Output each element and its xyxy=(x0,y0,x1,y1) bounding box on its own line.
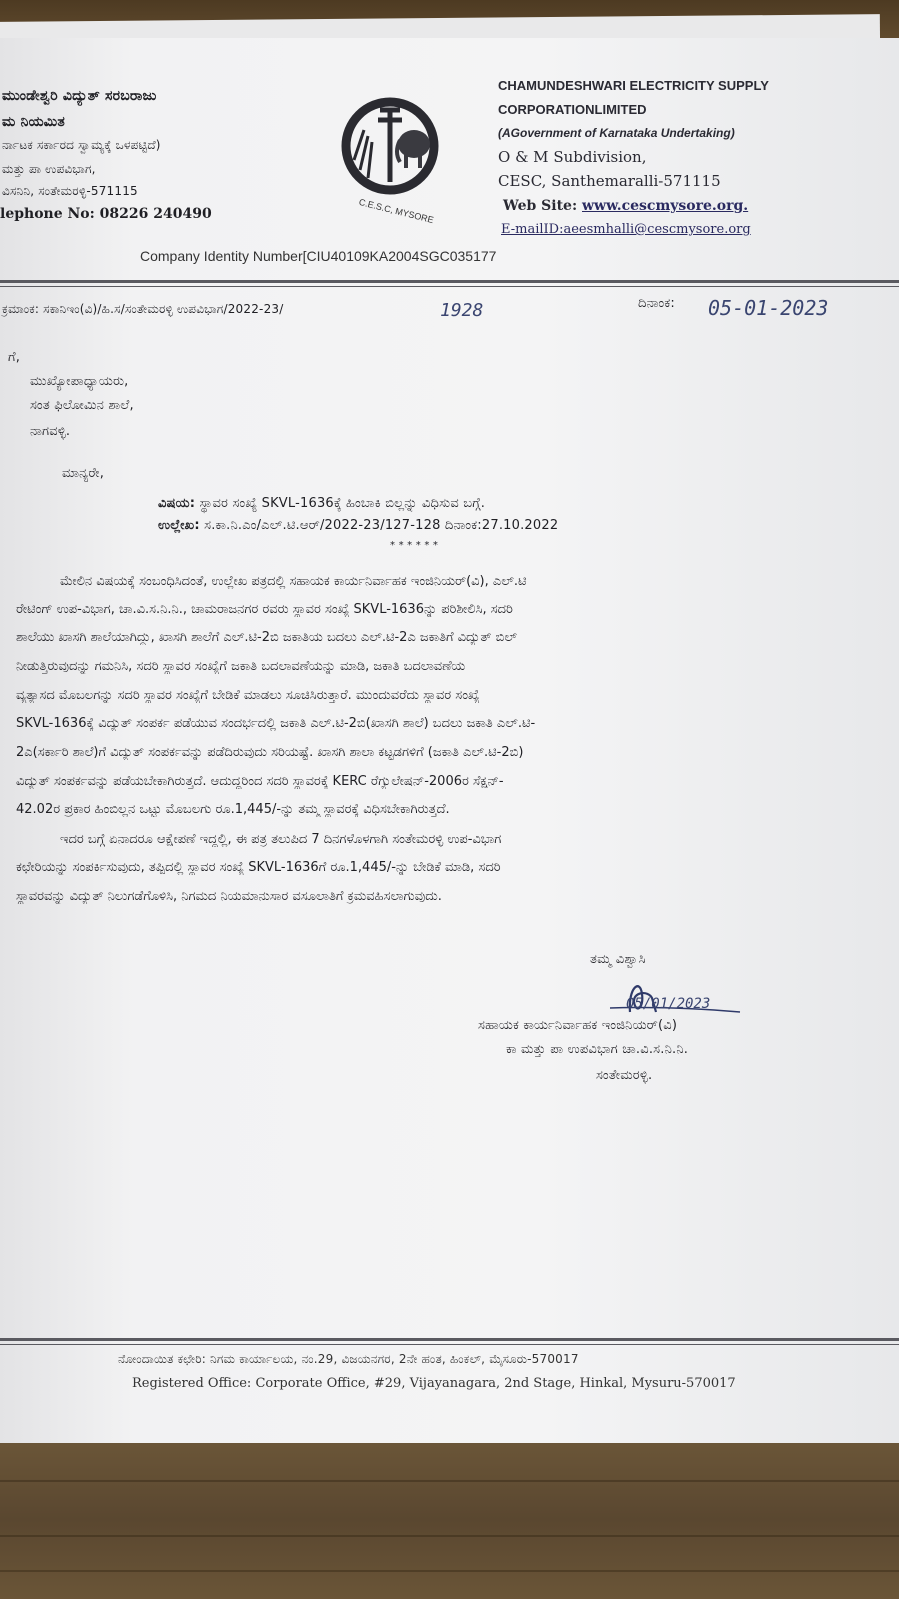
closing: ತಮ್ಮ ವಿಶ್ವಾಸಿ xyxy=(590,952,646,967)
signatory-line-3: ಸಂತೇಮರಳ್ಳಿ. xyxy=(596,1068,653,1083)
signature-date: 05/01/2023 xyxy=(626,996,711,1012)
recipient-line-2: ಸಂತ ಫಿಲೋಮಿನ ಶಾಲೆ, xyxy=(30,398,134,413)
letter-sheet xyxy=(0,38,899,1443)
header-kannada-line-3: ರ್ನಾಟಕ ಸರ್ಕಾರದ ಸ್ವಾಮ್ಯಕ್ಕೆ ಒಳಪಟ್ಟಿದೆ) xyxy=(2,138,161,152)
paragraph-1-line: ರೇಟಿಂಗ್ ಉಪ-ವಿಭಾಗ, ಚಾ.ವಿ.ಸ.ನಿ.ನಿ., ಚಾಮರಾಜನಗರ ರವರು ಸ್ಥಾವರ ಸಂಖ್ಯೆ SKVL-1636ನ್ನು ಪರಿಶೀಲಿಸಿ, ಸದರಿ xyxy=(16,602,513,617)
header-email xyxy=(501,222,751,237)
letter-number: ಕ್ರಮಾಂಕ: ಸಕಾನಿಇಂ(ವಿ)/ಹಿ.ಸ/ಸಂತೇಮರಳ್ಳಿ ಉಪವಿಭಾಗ/2022-23/ xyxy=(2,302,284,316)
header-rule-thick xyxy=(0,280,899,283)
header-rule-thin xyxy=(0,286,899,287)
footer-rule-thick xyxy=(0,1338,899,1341)
paragraph-1-line: ನೀಡುತ್ತಿರುವುದನ್ನು ಗಮನಿಸಿ, ಸದರಿ ಸ್ಥಾವರ ಸಂಖ್ಯೆಗೆ ಜಕಾತಿ ಬದಲಾವಣೆಯನ್ನು ಮಾಡಿ, ಜಕಾತಿ ಬದಲಾವಣೆಯ xyxy=(16,659,466,674)
company-id: Company Identity Number[CIU40109KA2004SGC035177 xyxy=(140,248,497,264)
header-english-line-2: CORPORATIONLIMITED xyxy=(498,102,647,117)
cesc-logo xyxy=(334,90,446,202)
recipient-line-3: ನಾಗವಳ್ಳಿ. xyxy=(30,424,71,439)
date-label: ದಿನಾಂಕ: xyxy=(638,296,676,311)
header-english-line-1: CHAMUNDESHWARI ELECTRICITY SUPPLY xyxy=(498,78,769,93)
separator-stars: * * * * * * xyxy=(390,540,439,551)
paragraph-1-line: ಮೇಲಿನ ವಿಷಯಕ್ಕೆ ಸಂಬಂಧಿಸಿದಂತೆ, ಉಲ್ಲೇಖ ಪತ್ರದಲ್ಲಿ ಸಹಾಯಕ ಕಾರ್ಯನಿರ್ವಾಹಕ ಇಂಜಿನಿಯರ್(ವಿ), ಎಲ್.ಟಿ xyxy=(60,574,527,589)
reference xyxy=(158,518,558,533)
recipient-to: ಗೆ, xyxy=(8,350,21,365)
paragraph-1-line: 42.02ರ ಪ್ರಕಾರ ಹಿಂಬಿಲ್ಲನ ಒಟ್ಟು ಮೊಬಲಗು ರೂ.1,445/-ನ್ನು ತಮ್ಮ ಸ್ಥಾವರಕ್ಕೆ ವಿಧಿಸಬೇಕಾಗಿರುತ್ತದೆ. xyxy=(16,802,450,817)
footer-english: Registered Office: Corporate Office, #29, Vijayanagara, 2nd Stage, Hinkal, Mysuru-570017 xyxy=(132,1376,736,1391)
logo-caption: C.E.S.C, MYSORE xyxy=(357,196,435,226)
website-label: Web Site: xyxy=(503,198,578,214)
signatory-line-1: ಸಹಾಯಕ ಕಾರ್ಯನಿರ್ವಾಹಕ ಇಂಜಿನಿಯರ್(ವಿ) xyxy=(478,1018,678,1033)
subject xyxy=(158,496,485,511)
header-subdivision: O & M Subdivision, xyxy=(498,148,647,166)
paragraph-1-line: 2ಎ(ಸರ್ಕಾರಿ ಶಾಲೆ)ಗೆ ವಿದ್ಯುತ್ ಸಂಪರ್ಕವನ್ನು ಪಡೆದಿರುವುದು ಸರಿಯಷ್ಟೆ. ಖಾಸಗಿ ಶಾಲಾ ಕಟ್ಟಡಗಳಿಗೆ (ಜಕಾತಿ ಎಲ್.ಟಿ-2ಬಿ) xyxy=(16,745,524,760)
header-phone: lephone No: 08226 240490 xyxy=(0,206,212,222)
salutation: ಮಾನ್ಯರೇ, xyxy=(62,466,105,481)
signatory-line-2: ಕಾ ಮತ್ತು ಪಾ ಉಪವಿಭಾಗ ಚಾ.ವಿ.ಸ.ನಿ.ನಿ. xyxy=(506,1042,689,1057)
letter-number-handwritten: 1928 xyxy=(440,300,484,321)
header-kannada-line-2: ಮ ನಿಯಮಿತ xyxy=(2,114,65,130)
paragraph-1-line: SKVL-1636ಕ್ಕೆ ವಿದ್ಯುತ್ ಸಂಪರ್ಕ ಪಡೆಯುವ ಸಂದರ್ಭದಲ್ಲಿ ಜಕಾತಿ ಎಲ್.ಟಿ-2ಬಿ(ಖಾಸಗಿ ಶಾಲೆ) ಬದಲು ಜಕಾತಿ ಎಲ್.ಟಿ- xyxy=(16,716,536,731)
paragraph-2-line: ಸ್ಥಾವರವನ್ನು ವಿದ್ಯುತ್ ನಿಲುಗಡೆಗೊಳಿಸಿ, ನಿಗಮದ ನಿಯಮಾನುಸಾರ ವಸೂಲಾತಿಗೆ ಕ್ರಮವಹಿಸಲಾಗುವುದು. xyxy=(16,889,442,904)
website-link[interactable]: www.cescmysore.org. xyxy=(582,198,749,214)
footer-kannada: ನೋಂದಾಯಿತ ಕಛೇರಿ: ನಿಗಮ ಕಾರ್ಯಾಲಯ, ನಂ.29, ವಿಜಯನಗರ, 2ನೇ ಹಂತ, ಹಿಂಕಲ್, ಮೈಸೂರು-570017 xyxy=(118,1352,579,1366)
header-kannada-line-4: ಮತ್ತು ಪಾ ಉಪವಿಭಾಗ, xyxy=(2,162,96,176)
reference-label: ಉಲ್ಲೇಖ: xyxy=(158,518,200,533)
subject-text: ಸ್ಥಾವರ ಸಂಖ್ಯೆ SKVL-1636ಕ್ಕೆ ಹಿಂಬಾಕಿ ಬಿಲ್ಲನ್ನು ವಿಧಿಸುವ ಬಗ್ಗೆ. xyxy=(199,496,486,511)
header-kannada-line-1: ಮುಂಡೇಶ್ವರಿ ವಿದ್ಯುತ್ ಸರಬರಾಜು xyxy=(2,88,157,104)
date-handwritten: 05-01-2023 xyxy=(708,296,829,320)
email-link[interactable]: E-mailID:aeesmhalli@cescmysore.org xyxy=(501,222,751,237)
paragraph-2-line: ಕಛೇರಿಯನ್ನು ಸಂಪರ್ಕಿಸುವುದು, ತಪ್ಪಿದಲ್ಲಿ ಸ್ಥಾವರ ಸಂಖ್ಯೆ SKVL-1636ಗೆ ರೂ.1,445/-ನ್ನು ಬೇಡಿಕೆ ಮಾಡಿ, ಸದರಿ xyxy=(16,860,501,875)
header-kannada-line-5: ವಿಸನಿನಿ, ಸಂತೇಮರಳ್ಳಿ-571115 xyxy=(2,184,138,198)
paragraph-1-line: ಶಾಲೆಯು ಖಾಸಗಿ ಶಾಲೆಯಾಗಿದ್ದು, ಖಾಸಗಿ ಶಾಲೆಗೆ ಎಲ್.ಟಿ-2ಬಿ ಜಕಾತಿಯ ಬದಲು ಎಲ್.ಟಿ-2ಎ ಜಕಾತಿಗೆ ವಿದ್ಯುತ್ ಬಿಲ್ xyxy=(16,630,517,645)
subject-label: ವಿಷಯ: xyxy=(158,496,196,511)
header-address: CESC, Santhemaralli-571115 xyxy=(498,172,721,190)
recipient-line-1: ಮುಖ್ಯೋಪಾಧ್ಯಾಯರು, xyxy=(30,374,129,389)
header-website xyxy=(503,198,748,214)
footer-rule-thin xyxy=(0,1344,899,1345)
paragraph-1-line: ವ್ಯತ್ಯಾಸದ ಮೊಬಲಗನ್ನು ಸದರಿ ಸ್ಥಾವರ ಸಂಖ್ಯೆಗೆ ಬೇಡಿಕೆ ಮಾಡಲು ಸೂಚಿಸಿರುತ್ತಾರೆ. ಮುಂದುವರೆದು ಸ್ಥಾವರ ಸಂಖ್ಯೆ xyxy=(16,688,480,703)
paragraph-2-line: ಇದರ ಬಗ್ಗೆ ಏನಾದರೂ ಆಕ್ಷೇಪಣೆ ಇದ್ದಲ್ಲಿ, ಈ ಪತ್ರ ತಲುಪಿದ 7 ದಿನಗಳೊಳಗಾಗಿ ಸಂತೇಮರಳ್ಳಿ ಉಪ-ವಿಭಾಗ xyxy=(60,832,502,847)
paragraph-1-line: ವಿದ್ಯುತ್ ಸಂಪರ್ಕವನ್ನು ಪಡೆಯಬೇಕಾಗಿರುತ್ತದೆ. ಆದುದ್ದರಿಂದ ಸದರಿ ಸ್ಥಾವರಕ್ಕೆ KERC ರೆಗ್ಯುಲೇಷನ್-2006ರ ಸೆಕ್ಷನ್- xyxy=(16,774,504,789)
desk-background-bottom xyxy=(0,1440,899,1599)
header-english-line-3: (AGovernment of Karnataka Undertaking) xyxy=(498,126,735,140)
reference-text: ಸ.ಕಾ.ನಿ.ಎಂ/ಎಲ್.ಟಿ.ಆರ್/2022-23/127-128 ದಿನಾಂಕ:27.10.2022 xyxy=(204,518,559,533)
